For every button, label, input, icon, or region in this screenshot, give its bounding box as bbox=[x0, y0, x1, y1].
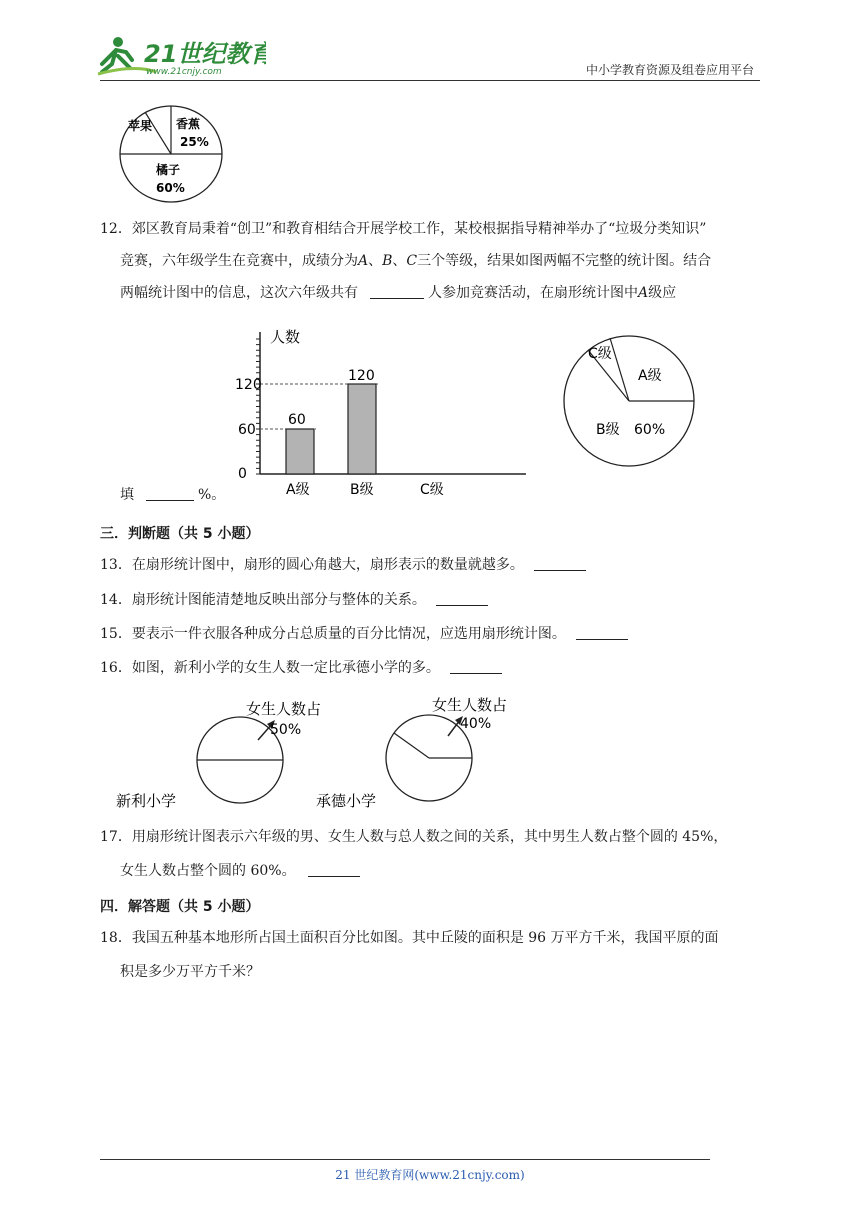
bar-y-label: 人数 bbox=[270, 328, 301, 346]
site-logo bbox=[96, 34, 266, 82]
runner-logo-icon bbox=[96, 34, 266, 78]
q12-line3-text: 两幅统计图中的信息，这次六年级共有 bbox=[120, 285, 358, 301]
answer-blank-total[interactable] bbox=[370, 282, 424, 299]
q12-line4-text: %。 bbox=[198, 487, 226, 503]
bar-b-value: 120 bbox=[348, 368, 375, 384]
q12-line2 bbox=[100, 245, 792, 277]
answer-blank-q16[interactable] bbox=[450, 657, 502, 674]
chengde-caption: 承德小学 bbox=[316, 792, 377, 810]
answer-blank-q13[interactable] bbox=[534, 554, 586, 571]
q12-line2-text: 竞赛，六年级学生在竞赛中，成绩分为 bbox=[120, 253, 358, 269]
x-label-c: C级 bbox=[420, 482, 444, 498]
q18-line2 bbox=[100, 956, 792, 988]
header-tagline: 中小学教育资源及组卷应用平台 bbox=[585, 63, 754, 77]
xinli-value: 50% bbox=[270, 722, 302, 738]
question-18 bbox=[100, 922, 772, 954]
q15-number: 15． bbox=[100, 626, 132, 642]
bar-a-value: 60 bbox=[288, 412, 306, 428]
chengde-label: 女生人数占 bbox=[432, 696, 508, 714]
q12-sep: 、 bbox=[368, 253, 383, 269]
q14-text: 扇形统计图能清楚地反映出部分与整体的关系。 bbox=[131, 592, 426, 608]
x-label-b: B级 bbox=[350, 482, 374, 498]
question-16 bbox=[100, 652, 772, 684]
section-3-title: 三．判断题（共 5 小题） bbox=[100, 526, 260, 542]
pie-label-orange: 橘子 bbox=[156, 163, 181, 177]
grade-a-var: A bbox=[358, 253, 369, 269]
bar-a bbox=[286, 429, 314, 474]
answer-blank-q17[interactable] bbox=[308, 860, 360, 877]
q15-text: 要表示一件衣服各种成分占总质量的百分比情况，应选用扇形统计图。 bbox=[131, 626, 566, 642]
q13-number: 13． bbox=[100, 557, 132, 573]
pie-label-banana: 香蕉 bbox=[176, 117, 201, 131]
q12-bar-chart bbox=[230, 322, 530, 502]
pie-label-a: A级 bbox=[638, 368, 662, 384]
q12-number: 12． bbox=[100, 221, 132, 237]
q16-text: 如图，新利小学的女生人数一定比承德小学的多。 bbox=[131, 660, 440, 676]
q13-text: 在扇形统计图中，扇形的圆心角越大，扇形表示的数量就越多。 bbox=[131, 557, 524, 573]
q17-number: 17． bbox=[100, 829, 132, 845]
xinli-caption: 新利小学 bbox=[116, 792, 177, 810]
xinli-label: 女生人数占 bbox=[246, 700, 322, 718]
q12-line4-text: 填 bbox=[120, 487, 134, 503]
section-4-title: 四．解答题（共 5 小题） bbox=[100, 899, 260, 915]
q12-line4 bbox=[100, 479, 792, 511]
logo-text: 21世纪教育 bbox=[144, 40, 266, 68]
q12-pie-chart bbox=[562, 330, 698, 472]
fruit-pie-chart bbox=[118, 104, 224, 204]
q17-line2 bbox=[100, 855, 792, 887]
grade-c-var: C bbox=[406, 253, 418, 269]
q12-line3-text: 人参加竞赛活动，在扇形统计图中 bbox=[428, 285, 638, 301]
logo-url: www.21cnjy.com bbox=[146, 67, 222, 77]
chengde-value: 40% bbox=[460, 716, 492, 732]
y-tick-120: 120 bbox=[235, 377, 262, 393]
x-label-a: A级 bbox=[286, 482, 310, 498]
question-13 bbox=[100, 549, 772, 581]
header-divider bbox=[100, 80, 760, 81]
q12-line2-text: 三个等级，结果如图两幅不完整的统计图。结合 bbox=[417, 253, 712, 269]
question-17 bbox=[100, 821, 772, 853]
pie-value-banana: 25% bbox=[180, 135, 209, 149]
q18-line1: 我国五种基本地形所占国土面积百分比如图。其中丘陵的面积是 96 万平方千米，我国平原的面 bbox=[131, 930, 719, 946]
q12-line1: 郊区教育局秉着“创卫”和教育相结合开展学校工作，某校根据指导精神举办了“垃圾分类知识” bbox=[131, 221, 707, 237]
y-tick-60: 60 bbox=[238, 422, 256, 438]
q18-line2-text: 积是多少万平方千米？ bbox=[120, 964, 260, 980]
question-12 bbox=[100, 213, 772, 245]
y-tick-0: 0 bbox=[238, 466, 247, 482]
q16-figures bbox=[110, 690, 530, 814]
q14-number: 14． bbox=[100, 592, 132, 608]
footer-divider bbox=[100, 1159, 710, 1160]
q18-number: 18． bbox=[100, 930, 132, 946]
bar-b bbox=[348, 384, 376, 474]
q16-number: 16． bbox=[100, 660, 132, 676]
question-14 bbox=[100, 584, 772, 616]
grade-b-var: B bbox=[382, 253, 393, 269]
answer-blank-q15[interactable] bbox=[576, 623, 628, 640]
q12-line3 bbox=[100, 277, 792, 309]
pie-label-c: C级 bbox=[588, 346, 612, 362]
q12-line3-text: 级应 bbox=[648, 285, 677, 301]
q17-line1: 用扇形统计图表示六年级的男、女生人数与总人数之间的关系，其中男生人数占整个圆的 45%， bbox=[131, 829, 728, 845]
q17-line2-text: 女生人数占整个圆的 60%。 bbox=[120, 863, 296, 879]
pie-label-apple: 苹果 bbox=[128, 119, 153, 133]
pie-label-b: B级 bbox=[596, 422, 620, 438]
pie-value-orange: 60% bbox=[156, 181, 185, 195]
pie-value-b: 60% bbox=[634, 422, 666, 438]
q12-sep: 、 bbox=[392, 253, 407, 269]
footer-link[interactable]: 21 世纪教育网(www.21cnjy.com) bbox=[335, 1168, 525, 1182]
answer-blank-q14[interactable] bbox=[436, 589, 488, 606]
answer-blank-percent[interactable] bbox=[146, 484, 194, 501]
grade-a-var: A bbox=[638, 285, 649, 301]
question-15 bbox=[100, 618, 772, 650]
